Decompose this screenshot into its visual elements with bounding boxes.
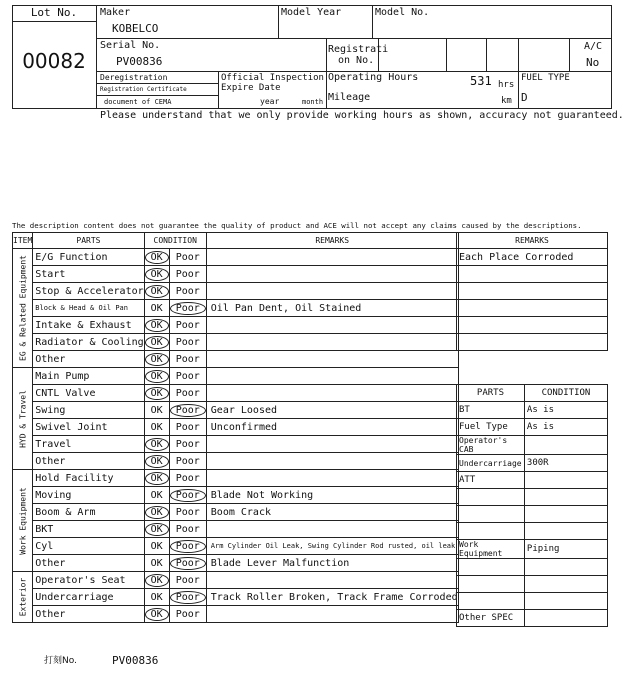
parts-condition-table (456, 384, 608, 627)
inspection-table (12, 232, 459, 623)
parts-box-condition (524, 576, 607, 593)
remark: Track Roller Broken, Track Frame Corroded (206, 589, 458, 606)
mileage-label: Mileage (328, 92, 371, 103)
part-name: Block & Head & Oil Pan (33, 300, 144, 317)
part-name: BKT (33, 521, 144, 538)
table-row (13, 419, 459, 436)
part-name: Start (33, 266, 144, 283)
condition-poor (169, 589, 206, 606)
registration-no-label-1: Registrati (328, 44, 389, 55)
condition-poor (169, 317, 206, 334)
parts-box-part: Fuel Type (457, 419, 525, 436)
condition-poor (169, 555, 206, 572)
ok-label: OK (145, 523, 169, 536)
km-unit: km (501, 96, 512, 106)
model-no-label: Model No. (375, 7, 430, 18)
table-row (13, 555, 459, 572)
hrs-unit: hrs (498, 80, 515, 90)
table-row (13, 368, 459, 385)
condition-poor (169, 300, 206, 317)
parts-box-part: Operator's CAB (457, 436, 525, 455)
table-row (457, 576, 608, 593)
deregistration-label: Deregistration (100, 73, 168, 82)
ok-label: OK (150, 591, 163, 603)
table-row (13, 385, 459, 402)
table-row (457, 610, 608, 627)
remark: Blade Not Working (206, 487, 458, 504)
part-name: CNTL Valve (33, 385, 144, 402)
part-name: Main Pump (33, 368, 144, 385)
operating-hours-label: Operating Hours (328, 72, 419, 83)
document-cema-label: document of CEMA (104, 98, 172, 106)
parts-box-condition: 300R (524, 455, 607, 472)
condition-ok (144, 436, 169, 453)
part-name: Boom & Arm (33, 504, 144, 521)
parts-box-part (457, 576, 525, 593)
condition-ok (144, 317, 169, 334)
poor-label: Poor (170, 489, 206, 502)
remark (206, 249, 458, 266)
parts-box-part (457, 559, 525, 576)
item-category-label: HYD & Travel (18, 389, 28, 448)
table-row (457, 523, 608, 540)
part-name: Swing (33, 402, 144, 419)
table-row (13, 249, 459, 266)
model-year-label: Model Year (281, 7, 342, 18)
condition-poor (169, 283, 206, 300)
table-row (457, 436, 608, 455)
ok-label: OK (145, 285, 169, 298)
remark (206, 317, 458, 334)
part-name: Hold Facility (33, 470, 144, 487)
ok-label: OK (150, 557, 163, 569)
part-name: Travel (33, 436, 144, 453)
condition-ok (144, 487, 169, 504)
remark (206, 283, 458, 300)
table-row (13, 470, 459, 487)
remarks-box-header: REMARKS (457, 233, 608, 249)
item-category (13, 572, 33, 623)
poor-label: Poor (175, 455, 200, 467)
hours-note: Please understand that we only provide working hours as shown, accuracy not guaranteed. (100, 110, 624, 121)
ok-label: OK (150, 489, 163, 501)
remark (206, 606, 458, 623)
table-row (13, 436, 459, 453)
parts-box-condition (524, 593, 607, 610)
official-inspection-label-2: Expire Date (221, 83, 281, 93)
condition-poor (169, 487, 206, 504)
condition-poor (169, 266, 206, 283)
poor-label: Poor (175, 574, 200, 586)
year-label: year (260, 97, 280, 106)
poor-label: Poor (175, 336, 200, 348)
stamp-no-value: PV00836 (112, 654, 159, 667)
remark (206, 521, 458, 538)
table-row (13, 504, 459, 521)
disclaimer: The description content does not guarantee the quality of product and ACE will not accept any claims caused by the descriptions. (12, 221, 582, 230)
parts-box-part (457, 489, 525, 506)
ac-label: A/C (584, 41, 603, 52)
table-row (13, 572, 459, 589)
parts-box-condition (524, 472, 607, 489)
stamp-no-label: 打刻No. (44, 656, 77, 666)
condition-ok (144, 606, 169, 623)
remark (206, 266, 458, 283)
condition-ok (144, 368, 169, 385)
condition-poor (169, 436, 206, 453)
lot-no-label: Lot No. (30, 6, 78, 19)
ac-value: No (586, 56, 600, 69)
table-row (13, 283, 459, 300)
condition-ok (144, 300, 169, 317)
condition-poor (169, 606, 206, 623)
condition-poor (169, 453, 206, 470)
parts-box-part (457, 506, 525, 523)
item-category (13, 470, 33, 572)
table-row (457, 540, 608, 559)
remark (206, 368, 458, 385)
table-row (13, 487, 459, 504)
condition-poor (169, 402, 206, 419)
parts-box-condition (524, 523, 607, 540)
part-name: Stop & Accelerator (33, 283, 144, 300)
poor-label: Poor (175, 523, 200, 535)
ok-label: OK (145, 336, 169, 349)
condition-poor (169, 249, 206, 266)
poor-label: Poor (170, 302, 206, 315)
table-row (13, 453, 459, 470)
parts-box-col-condition: CONDITION (524, 385, 607, 402)
col-item-header: ITEM (13, 233, 33, 249)
parts-box-part: BT (457, 402, 525, 419)
fuel-type-label: FUEL TYPE (521, 73, 570, 83)
ok-label: OK (145, 455, 169, 468)
condition-ok (144, 283, 169, 300)
remarks-box-text: Each Place Corroded (457, 249, 608, 266)
part-name: Operator's Seat (33, 572, 144, 589)
poor-label: Poor (175, 438, 200, 450)
item-category (13, 368, 33, 470)
condition-ok (144, 504, 169, 521)
poor-label: Poor (175, 421, 200, 433)
col-condition-header: CONDITION (144, 233, 206, 249)
condition-poor (169, 419, 206, 436)
remark (206, 351, 458, 368)
serial-no-value: PV00836 (116, 55, 163, 68)
parts-box-col-parts: PARTS (457, 385, 525, 402)
poor-label: Poor (175, 319, 200, 331)
condition-poor (169, 538, 206, 555)
ok-label: OK (145, 506, 169, 519)
poor-label: Poor (170, 557, 206, 570)
table-row (457, 489, 608, 506)
parts-box-condition: Piping (524, 540, 607, 559)
poor-label: Poor (175, 251, 200, 263)
remark (206, 334, 458, 351)
parts-box-condition (524, 506, 607, 523)
poor-label: Poor (175, 285, 200, 297)
poor-label: Poor (175, 608, 200, 620)
part-name: Radiator & Cooling (33, 334, 144, 351)
ok-label: OK (145, 387, 169, 400)
parts-box-part (457, 523, 525, 540)
registration-no-label-2: on No. (338, 55, 375, 66)
poor-label: Poor (175, 370, 200, 382)
ok-label: OK (145, 268, 169, 281)
condition-ok (144, 555, 169, 572)
poor-label: Poor (175, 268, 200, 280)
poor-label: Poor (175, 353, 200, 365)
ok-label: OK (145, 251, 169, 264)
condition-poor (169, 368, 206, 385)
maker-value: KOBELCO (112, 22, 159, 35)
parts-box-condition (524, 610, 607, 627)
part-name: Cyl (33, 538, 144, 555)
remarks-box (456, 232, 608, 351)
parts-box-condition: As is (524, 419, 607, 436)
parts-box-part: ATT (457, 472, 525, 489)
part-name: Intake & Exhaust (33, 317, 144, 334)
condition-poor (169, 470, 206, 487)
remark: Blade Lever Malfunction (206, 555, 458, 572)
col-remarks-header: REMARKS (206, 233, 458, 249)
item-category (13, 249, 33, 368)
condition-poor (169, 334, 206, 351)
poor-label: Poor (170, 404, 206, 417)
maker-label: Maker (100, 7, 131, 18)
ok-label: OK (150, 404, 163, 416)
table-row (13, 334, 459, 351)
parts-box-part: Undercarriage (457, 455, 525, 472)
lot-no-value: 00082 (22, 49, 86, 73)
serial-no-label: Serial No. (100, 40, 161, 51)
remark: Unconfirmed (206, 419, 458, 436)
ok-label: OK (145, 319, 169, 332)
ok-label: OK (145, 574, 169, 587)
table-row (13, 266, 459, 283)
remark: Oil Pan Dent, Oil Stained (206, 300, 458, 317)
table-row (13, 300, 459, 317)
parts-box-part (457, 593, 525, 610)
part-name: Swivel Joint (33, 419, 144, 436)
item-category-label: EG & Related Equipment (18, 255, 28, 361)
condition-ok (144, 385, 169, 402)
condition-ok (144, 538, 169, 555)
poor-label: Poor (175, 506, 200, 518)
registration-certificate-label: Registration Certificate (100, 86, 187, 93)
parts-box-condition (524, 489, 607, 506)
remark: Gear Loosed (206, 402, 458, 419)
condition-ok (144, 334, 169, 351)
poor-label: Poor (175, 387, 200, 399)
table-row (457, 559, 608, 576)
condition-ok (144, 453, 169, 470)
table-row (457, 419, 608, 436)
ok-label: OK (150, 421, 163, 433)
condition-ok (144, 351, 169, 368)
table-row (457, 472, 608, 489)
parts-box-part: Other SPEC (457, 610, 525, 627)
remark (206, 572, 458, 589)
table-row (457, 455, 608, 472)
parts-box-part: Work Equipment (457, 540, 525, 559)
ok-label: OK (145, 353, 169, 366)
part-name: Other (33, 453, 144, 470)
item-category-label: Exterior (18, 577, 28, 617)
table-row (13, 589, 459, 606)
table-row (457, 402, 608, 419)
table-row (13, 402, 459, 419)
condition-ok (144, 572, 169, 589)
condition-ok (144, 249, 169, 266)
condition-ok (144, 402, 169, 419)
official-inspection-label-1: Official Inspection (221, 73, 324, 83)
remark: Boom Crack (206, 504, 458, 521)
condition-ok (144, 470, 169, 487)
ok-label: OK (150, 540, 163, 552)
operating-hours-value: 531 (470, 74, 492, 88)
condition-ok (144, 521, 169, 538)
header-block (12, 5, 612, 109)
ok-label: OK (145, 370, 169, 383)
ok-label: OK (150, 302, 163, 314)
ok-label: OK (145, 472, 169, 485)
part-name: Undercarriage (33, 589, 144, 606)
part-name: Other (33, 351, 144, 368)
table-row (457, 506, 608, 523)
ok-label: OK (145, 438, 169, 451)
condition-poor (169, 572, 206, 589)
remark: Arm Cylinder Oil Leak, Swing Cylinder Rod rusted, oil leak (206, 538, 458, 555)
fuel-type-value: D (521, 91, 528, 104)
condition-poor (169, 351, 206, 368)
condition-poor (169, 521, 206, 538)
item-category-label: Work Equipment (18, 486, 28, 555)
condition-ok (144, 419, 169, 436)
poor-label: Poor (170, 591, 206, 604)
poor-label: Poor (170, 540, 206, 553)
table-row (13, 538, 459, 555)
part-name: Other (33, 606, 144, 623)
condition-poor (169, 385, 206, 402)
remark (206, 385, 458, 402)
parts-box-condition (524, 559, 607, 576)
condition-ok (144, 589, 169, 606)
parts-box-condition: As is (524, 402, 607, 419)
month-label: month (302, 98, 324, 106)
part-name: Other (33, 555, 144, 572)
ok-label: OK (145, 608, 169, 621)
remark (206, 436, 458, 453)
table-row (13, 351, 459, 368)
part-name: Moving (33, 487, 144, 504)
part-name: E/G Function (33, 249, 144, 266)
remark (206, 470, 458, 487)
table-row (457, 593, 608, 610)
table-row (13, 521, 459, 538)
condition-ok (144, 266, 169, 283)
remark (206, 453, 458, 470)
parts-box-condition (524, 436, 607, 455)
condition-poor (169, 504, 206, 521)
table-row (13, 317, 459, 334)
table-row (13, 606, 459, 623)
col-parts-header: PARTS (33, 233, 144, 249)
poor-label: Poor (175, 472, 200, 484)
